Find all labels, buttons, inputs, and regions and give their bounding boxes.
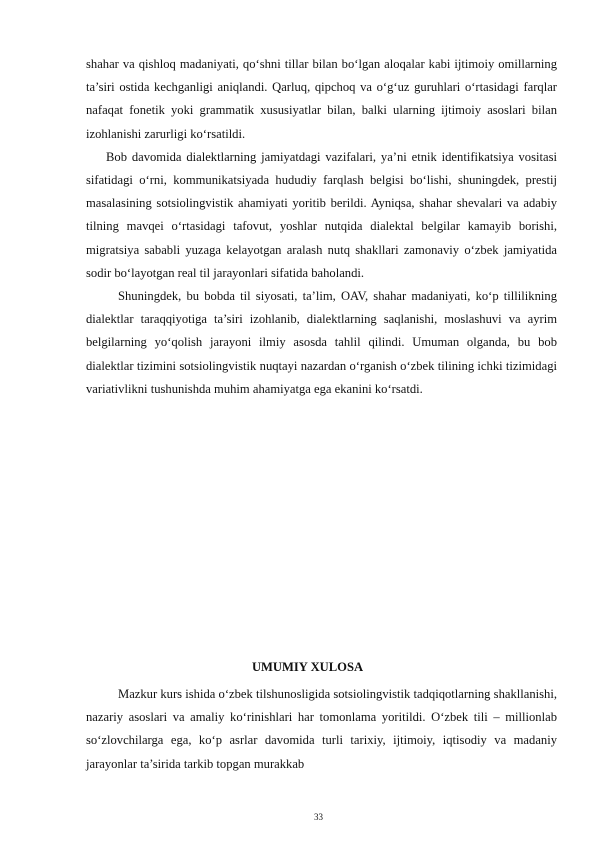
page-number: 33 [314,812,323,822]
text-block-conclusion [86,683,557,776]
section-heading: UMUMIY XULOSA [251,660,364,674]
conclusion-paragraph: Mazkur kurs ishida o‘zbek tilshunosligida sotsiolingvistik tadqiqotlarning shakllanishi, nazariy asoslari va amaliy ko‘rinishlari har tomonlama yoritildi. O‘zbek tili – millionlab so‘zlovchilarga ega, ko‘p asrlar davomida turli tarixiy, ijtimoiy, iqtisodiy va madaniy jarayonlar ta’sirida tarkib topgan murakkab [86,687,557,771]
paragraph-3: Shuningdek, bu bobda til siyosati, ta’lim, OAV, shahar madaniyati, ko‘p tillilikning dialektlar taraqqiyotiga ta’siri izohlanib, dialektlarning saqlanishi, moslashuvi va ayrim belgilarning yo‘qolish jarayoni ilmiy asosda tahlil qilindi. Umuman olganda, bu bob dialektlar tizimini sotsiolingvistik nuqtayi nazardan o‘rganish o‘zbek tilining ichki tizimidagi variativlikni tushunishda muhim ahamiyatga ega ekanini ko‘rsatdi. [86,289,557,396]
paragraph-1: shahar va qishloq madaniyati, qo‘shni tillar bilan bo‘lgan aloqalar kabi ijtimoiy omillarning ta’siri ostida kechganligi aniqlandi. Qarluq, qipchoq va o‘g‘uz guruhlari o‘rtasidagi farqlar nafaqat fonetik yoki grammatik xususiyatlar bilan, balki ularning ijtimoiy asoslari bilan izohlanishi zarurligi ko‘rsatildi. [86,57,557,141]
text-block-top [86,53,557,401]
paragraph-2: Bob davomida dialektlarning jamiyatdagi vazifalari, ya’ni etnik identifikatsiya vositasi sifatidagi o‘rni, kommunikatsiyada hududiy farqlash belgisi bo‘lishi, shuningdek, prestij masalasining sotsiolingvistik ahamiyati yoritib berildi. Ayniqsa, shahar shevalari va adabiy tilning mavqei o‘rtasidagi tafovut, yoshlar nutqida dialektal belgilar kamayib borishi, migratsiya sababli yuzaga kelayotgan aralash nutq shakllari zamonaviy o‘zbek jamiyatida sodir bo‘layotgan real til jarayonlari sifatida baholandi. [86,149,557,280]
